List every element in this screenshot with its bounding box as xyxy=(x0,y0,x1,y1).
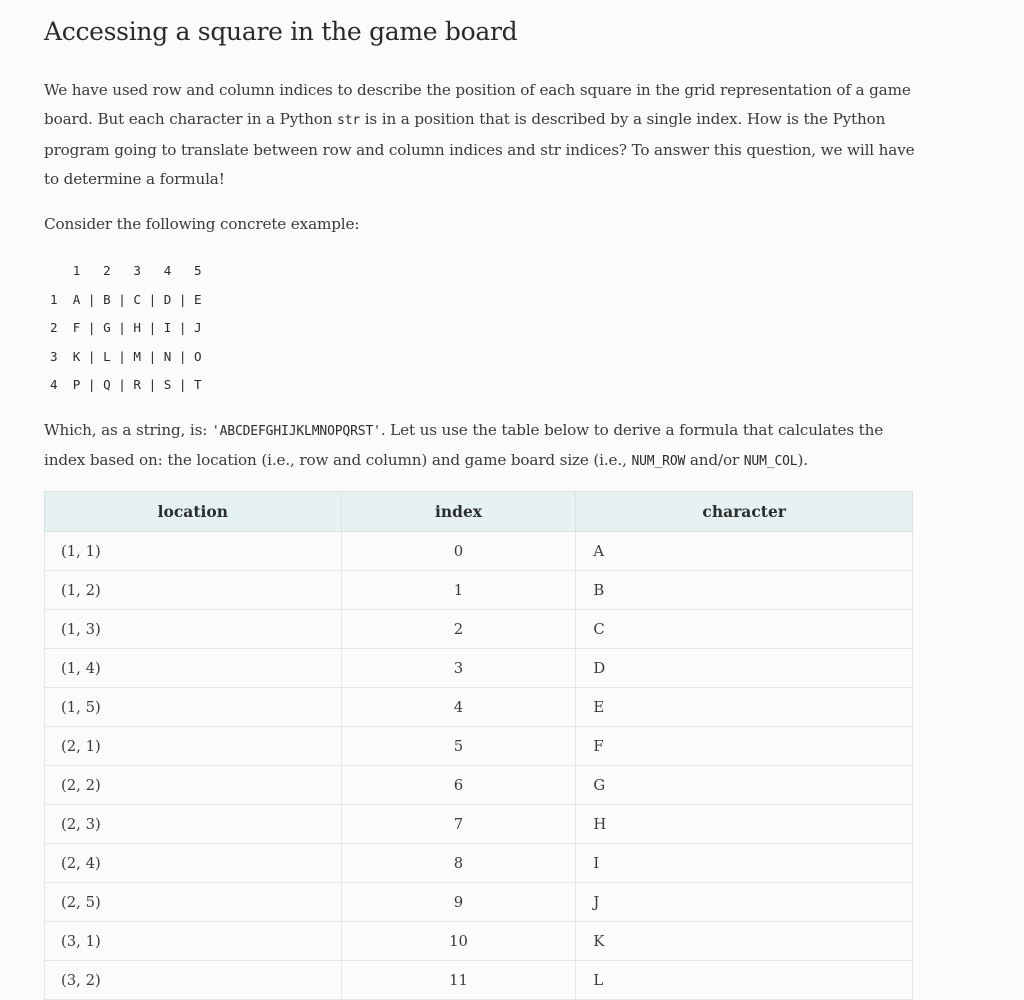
inline-code-num-row: NUM_ROW xyxy=(631,454,686,470)
character-cell: J xyxy=(576,883,913,922)
string-text-4: ). xyxy=(797,451,808,470)
table-row xyxy=(45,922,913,961)
table-row xyxy=(45,649,913,688)
inline-code-string: 'ABCDEFGHIJKLMNOPQRST' xyxy=(211,424,381,439)
example-intro: Consider the following concrete example: xyxy=(44,215,360,233)
location-cell: (1, 1) xyxy=(45,532,342,571)
character-cell: E xyxy=(576,688,913,727)
character-cell: I xyxy=(576,844,913,883)
table-row xyxy=(45,805,913,844)
table-header-row xyxy=(45,492,913,532)
index-cell: 3 xyxy=(341,649,576,688)
location-cell: (1, 4) xyxy=(45,649,342,688)
index-cell: 4 xyxy=(341,688,576,727)
header-location: location xyxy=(45,492,342,532)
table-row xyxy=(45,610,913,649)
table-row xyxy=(45,571,913,610)
location-cell: (2, 5) xyxy=(45,883,342,922)
index-cell: 10 xyxy=(341,922,576,961)
index-cell: 2 xyxy=(341,610,576,649)
table-row xyxy=(45,532,913,571)
character-cell: H xyxy=(576,805,913,844)
location-cell: (1, 5) xyxy=(45,688,342,727)
intro-text-2: is in a position that is described by a single index. How is the Python program going to translate between row and column indices and str indices? To answer this question, we will have to determine a formula! xyxy=(44,110,915,188)
location-cell: (1, 3) xyxy=(45,610,342,649)
index-cell: 5 xyxy=(341,727,576,766)
table-row xyxy=(45,961,913,1000)
character-cell: C xyxy=(576,610,913,649)
string-text-1: Which, as a string, is: xyxy=(44,421,212,439)
location-cell: (2, 3) xyxy=(45,805,342,844)
character-cell: L xyxy=(576,961,913,1000)
location-cell: (3, 2) xyxy=(45,961,342,1000)
header-character: character xyxy=(576,492,913,532)
intro-text-1: We have used row and column indices to describe the position of each square in the grid representation of a game board. But each character in a Python xyxy=(44,81,911,129)
character-cell: A xyxy=(576,532,913,571)
index-table xyxy=(44,491,913,1000)
location-cell: (1, 2) xyxy=(45,571,342,610)
table-row xyxy=(45,766,913,805)
inline-code-num-col: NUM_COL xyxy=(743,454,798,470)
character-cell: G xyxy=(576,766,913,805)
character-cell: D xyxy=(576,649,913,688)
inline-code-str: str xyxy=(337,113,361,129)
intro-paragraph xyxy=(44,76,924,194)
index-cell: 11 xyxy=(341,961,576,1000)
location-cell: (2, 4) xyxy=(45,844,342,883)
index-cell: 6 xyxy=(341,766,576,805)
character-cell: K xyxy=(576,922,913,961)
index-cell: 7 xyxy=(341,805,576,844)
index-cell: 0 xyxy=(341,532,576,571)
location-cell: (3, 1) xyxy=(45,922,342,961)
index-cell: 8 xyxy=(341,844,576,883)
index-cell: 9 xyxy=(341,883,576,922)
index-cell: 1 xyxy=(341,571,576,610)
string-text-2: . Let us use the table below to derive a formula that calculates the index based on: the location (i.e., row and column) and game board size (i.e., xyxy=(44,421,884,470)
table-row xyxy=(45,844,913,883)
grid-example-code-block: 1 2 3 4 5 1 A | B | C | D | E 2 F | G | H | I | J 3 K | L | M | N | O 4 P | Q | R | S | T xyxy=(50,263,202,393)
location-cell: (2, 1) xyxy=(45,727,342,766)
character-cell: B xyxy=(576,571,913,610)
section-heading: Accessing a square in the game board xyxy=(44,17,518,46)
location-cell: (2, 2) xyxy=(45,766,342,805)
table-row xyxy=(45,688,913,727)
character-cell: F xyxy=(576,727,913,766)
table-row xyxy=(45,727,913,766)
header-index: index xyxy=(341,492,576,532)
table-row xyxy=(45,883,913,922)
string-text-3: and/or xyxy=(685,451,744,470)
string-paragraph xyxy=(44,416,924,477)
